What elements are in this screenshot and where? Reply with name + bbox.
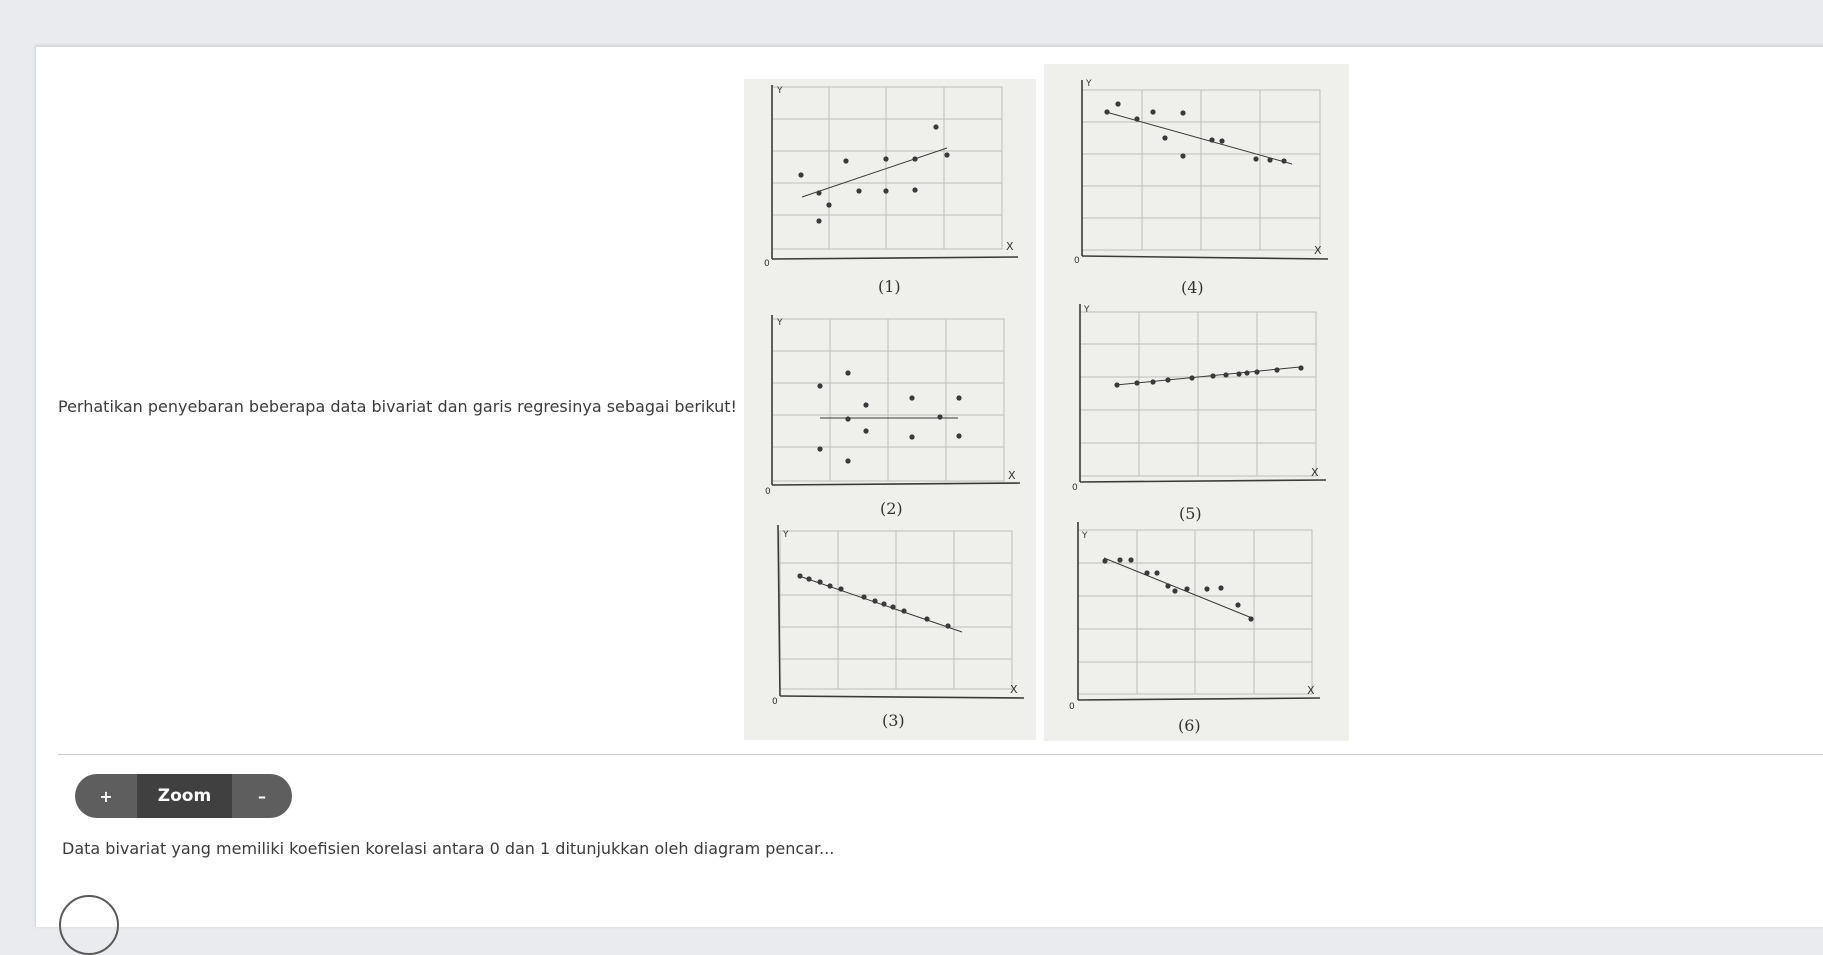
origin-label-5: 0 [1072,483,1078,493]
scatter-photo-right [1044,64,1349,741]
origin-label-1: 0 [764,259,770,269]
plot-caption-3: (3) [882,711,905,730]
plot-caption-1: (1) [878,277,901,296]
question-intro: Perhatikan penyebaran beberapa data bivariat dan garis regresinya sebagai berikut! [58,397,737,416]
plot-caption-5: (5) [1179,504,1202,523]
origin-label-2: 0 [765,487,771,497]
axis-label-x-1: X [1006,240,1014,253]
question-card [35,45,1823,927]
origin-label-4: 0 [1074,256,1080,266]
zoom-in-button[interactable]: + [75,774,137,818]
plot-caption-2: (2) [880,499,903,518]
scatter-photo-left-svg [744,79,1036,740]
plot-caption-4: (4) [1181,278,1204,297]
scatter-plot-4 [1082,90,1320,250]
scatter-plot-3 [780,531,1012,689]
scatter-photo-right-svg [1044,64,1349,741]
answer-option-radio[interactable] [59,895,119,955]
scatter-plot-5 [1080,312,1316,476]
origin-label-3: 0 [772,697,778,707]
axis-label-y-5: Y [1084,305,1090,315]
axis-label-y-2: Y [777,318,783,328]
origin-label-6: 0 [1069,702,1075,712]
axis-label-x-2: X [1008,469,1016,482]
question-text: Data bivariat yang memiliki koefisien korelasi antara 0 dan 1 ditunjukkan oleh diagram pencar... [62,839,835,858]
axis-label-y-4: Y [1086,79,1092,89]
axis-label-x-4: X [1314,244,1322,257]
scatter-photo-left [744,79,1036,740]
axis-label-x-6: X [1307,684,1315,697]
axis-label-y-1: Y [777,86,783,96]
zoom-label: Zoom [137,774,232,818]
zoom-out-button[interactable]: – [232,774,292,818]
zoom-control [75,774,292,818]
axis-label-y-6: Y [1082,531,1088,541]
section-divider [58,754,1823,755]
axis-label-y-3: Y [783,530,789,540]
plot-caption-6: (6) [1178,716,1201,735]
scatter-plot-6 [1078,530,1312,694]
axis-label-x-5: X [1311,466,1319,479]
scatter-plot-2 [772,319,1004,481]
axis-label-x-3: X [1010,683,1018,696]
